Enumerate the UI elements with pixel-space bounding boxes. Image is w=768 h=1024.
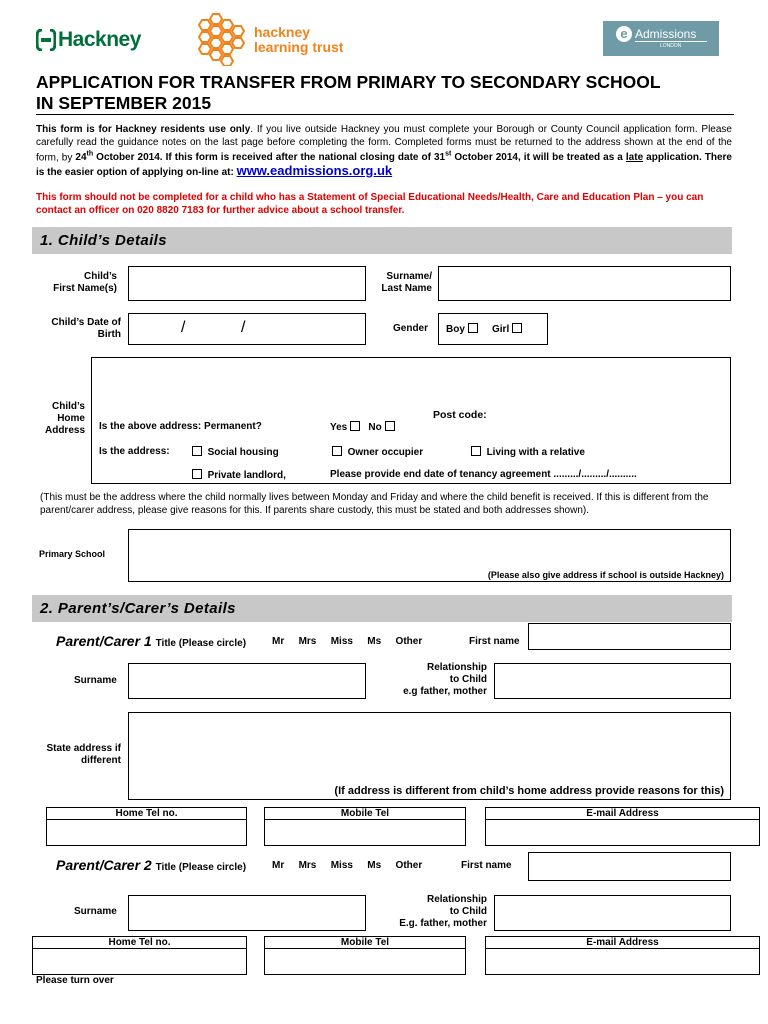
pc2-first-name-label: First name	[461, 860, 512, 871]
permanent-yes-checkbox[interactable]	[350, 421, 360, 431]
social-housing-label: Social housing	[207, 447, 279, 458]
eadmissions-link[interactable]: www.eadmissions.org.uk	[236, 162, 393, 178]
intro-sup2: st	[445, 151, 452, 158]
parent-carer-2-heading: Parent/Carer 2 Title (Please circle)	[56, 857, 247, 873]
hackney-h-icon	[36, 29, 56, 51]
pc1-email-input[interactable]	[485, 820, 760, 846]
intro-text1: . If you live outside Hackney you must complete your Borough or County Council application form. Please carefully read the guidance notes on the last page before completing the form. Completed forms must be returned to the address shown at the end of the form, by	[36, 124, 732, 164]
section-parent-details	[32, 595, 732, 622]
eadmissions-logo	[603, 21, 719, 56]
pc1-first-name-input[interactable]	[528, 623, 731, 650]
pc2-home-tel-input[interactable]	[32, 949, 247, 975]
parent-carer-1-heading: Parent/Carer 1 Title (Please circle)	[56, 633, 247, 649]
eadmissions-text: Admissions	[635, 27, 697, 41]
pc1-address-note: (If address is different from child’s home address provide reasons for this)	[334, 785, 724, 797]
intro-late: late	[625, 152, 644, 164]
pc1-home-tel-header: Home Tel no.	[46, 807, 247, 820]
address-type-label: Is the address:	[99, 446, 170, 457]
intro-sup1: th	[86, 151, 94, 158]
owner-occupier-label: Owner occupier	[347, 447, 424, 458]
pc2-title-options: Mr Mrs Miss Ms Other	[272, 860, 423, 871]
private-landlord-label: Private landlord,	[207, 470, 286, 481]
dob-slash-2: /	[241, 319, 246, 336]
pc2-email-header: E-mail Address	[485, 936, 760, 949]
intro-bold: This form is for Hackney residents use only	[36, 124, 251, 135]
form-title-line2: IN SEPTEMBER 2015	[36, 93, 212, 113]
boy-checkbox[interactable]	[468, 323, 478, 333]
hlt-line1: hackney	[254, 24, 311, 40]
intro-date1: 24	[75, 152, 87, 164]
eadmissions-rule	[635, 41, 707, 42]
dob-slash-1: /	[181, 319, 186, 336]
hlt-line2: learning trust	[254, 39, 344, 55]
social-housing-checkbox[interactable]	[192, 446, 202, 456]
section2-title: 2. Parent’s/Carer’s Details	[40, 600, 236, 617]
owner-occupier-checkbox[interactable]	[332, 446, 342, 456]
home-address-box[interactable]	[91, 357, 731, 484]
form-title	[36, 72, 661, 114]
pc1-mobile-input[interactable]	[264, 820, 466, 846]
pc1-title-options: Mr Mrs Miss Ms Other	[272, 636, 423, 647]
first-name-label: Child’s First Name(s)	[53, 271, 117, 294]
boy-label: Boy	[446, 324, 465, 335]
section-child-details	[32, 227, 732, 254]
dob-label: Child’s Date of Birth	[51, 317, 121, 340]
pc1-email-header: E-mail Address	[485, 807, 760, 820]
girl-checkbox[interactable]	[512, 323, 522, 333]
section1-title: 1. Child’s Details	[40, 232, 167, 249]
pc2-mobile-header: Mobile Tel	[264, 936, 466, 949]
living-with-relative-label: Living with a relative	[486, 447, 585, 458]
child-surname-input[interactable]	[438, 266, 731, 301]
pc1-mobile-header: Mobile Tel	[264, 807, 466, 820]
intro-paragraph	[36, 124, 732, 179]
honeycomb-icon	[193, 12, 249, 66]
pc1-state-address-label: State address if different	[46, 743, 121, 766]
eadmissions-sub: LONDON	[660, 43, 682, 49]
no-label: No	[368, 422, 382, 433]
child-dob-input[interactable]	[128, 313, 366, 345]
yes-label: Yes	[330, 422, 348, 433]
pc2-email-input[interactable]	[485, 949, 760, 975]
private-landlord-checkbox[interactable]	[192, 469, 202, 479]
intro-date2b: October 2014, it will be treated as a	[451, 152, 626, 164]
pc1-relationship-label: Relationship to Child e.g father, mother	[403, 662, 487, 697]
intro-date1b: October 2014. If this form is received after the national closing date of 31	[93, 152, 446, 164]
pc2-home-tel-header: Home Tel no.	[32, 936, 247, 949]
pc1-first-name-label: First name	[469, 636, 520, 647]
primary-school-input[interactable]	[128, 529, 731, 582]
intro-text2: application. There is the easier option of applying on-line at:	[36, 152, 732, 178]
pc1-relationship-input[interactable]	[494, 663, 731, 699]
eadmissions-e-icon: e	[616, 26, 632, 42]
pc1-surname-input[interactable]	[128, 663, 366, 699]
permanent-no-checkbox[interactable]	[385, 421, 395, 431]
pc2-first-name-input[interactable]	[528, 852, 731, 881]
pc1-home-tel-input[interactable]	[46, 820, 247, 846]
form-title-line1: APPLICATION FOR TRANSFER FROM PRIMARY TO SECONDARY SCHOOL	[36, 72, 661, 92]
hackney-logo-text: Hackney	[58, 28, 141, 51]
sen-warning: This form should not be completed for a child who has a Statement of Special Educational Needs/Health, Care and Education Plan – you can contact an officer on 020 8820 7183 for further advice about a school transfer.	[36, 192, 704, 216]
pc2-relationship-input[interactable]	[494, 895, 731, 931]
gender-label: Gender	[393, 323, 429, 334]
primary-school-note: (Please also give address if school is outside Hackney)	[487, 570, 724, 580]
gender-box	[438, 313, 548, 345]
title-rule	[36, 114, 734, 115]
pc2-mobile-input[interactable]	[264, 949, 466, 975]
hlt-logo	[193, 12, 363, 66]
surname-label: Surname/ Last Name	[381, 271, 432, 294]
child-first-name-input[interactable]	[128, 266, 366, 301]
permanent-question: Is the above address: Permanent?	[99, 421, 262, 432]
pc2-relationship-label: Relationship to Child E.g. father, mother	[399, 894, 487, 929]
girl-label: Girl	[492, 324, 510, 335]
pc1-surname-label: Surname	[74, 675, 117, 686]
postcode-label: Post code:	[433, 409, 487, 421]
tenancy-end-date: Please provide end date of tenancy agreement ........./........./..........	[330, 469, 637, 480]
please-turn-over: Please turn over	[36, 975, 114, 986]
home-address-label: Child’s Home Address	[44, 401, 85, 436]
living-with-relative-checkbox[interactable]	[471, 446, 481, 456]
pc1-address-input[interactable]	[128, 712, 731, 800]
address-note: (This must be the address where the child normally lives between Monday and Friday and where the child benefit is received. If this is different from the parent/carer address, please give reasons for this. If parents share custody, this must be stated and both addresses shown).	[40, 492, 709, 516]
pc2-surname-label: Surname	[74, 906, 117, 917]
pc2-surname-input[interactable]	[128, 895, 366, 931]
primary-school-label: Primary School	[39, 549, 106, 559]
